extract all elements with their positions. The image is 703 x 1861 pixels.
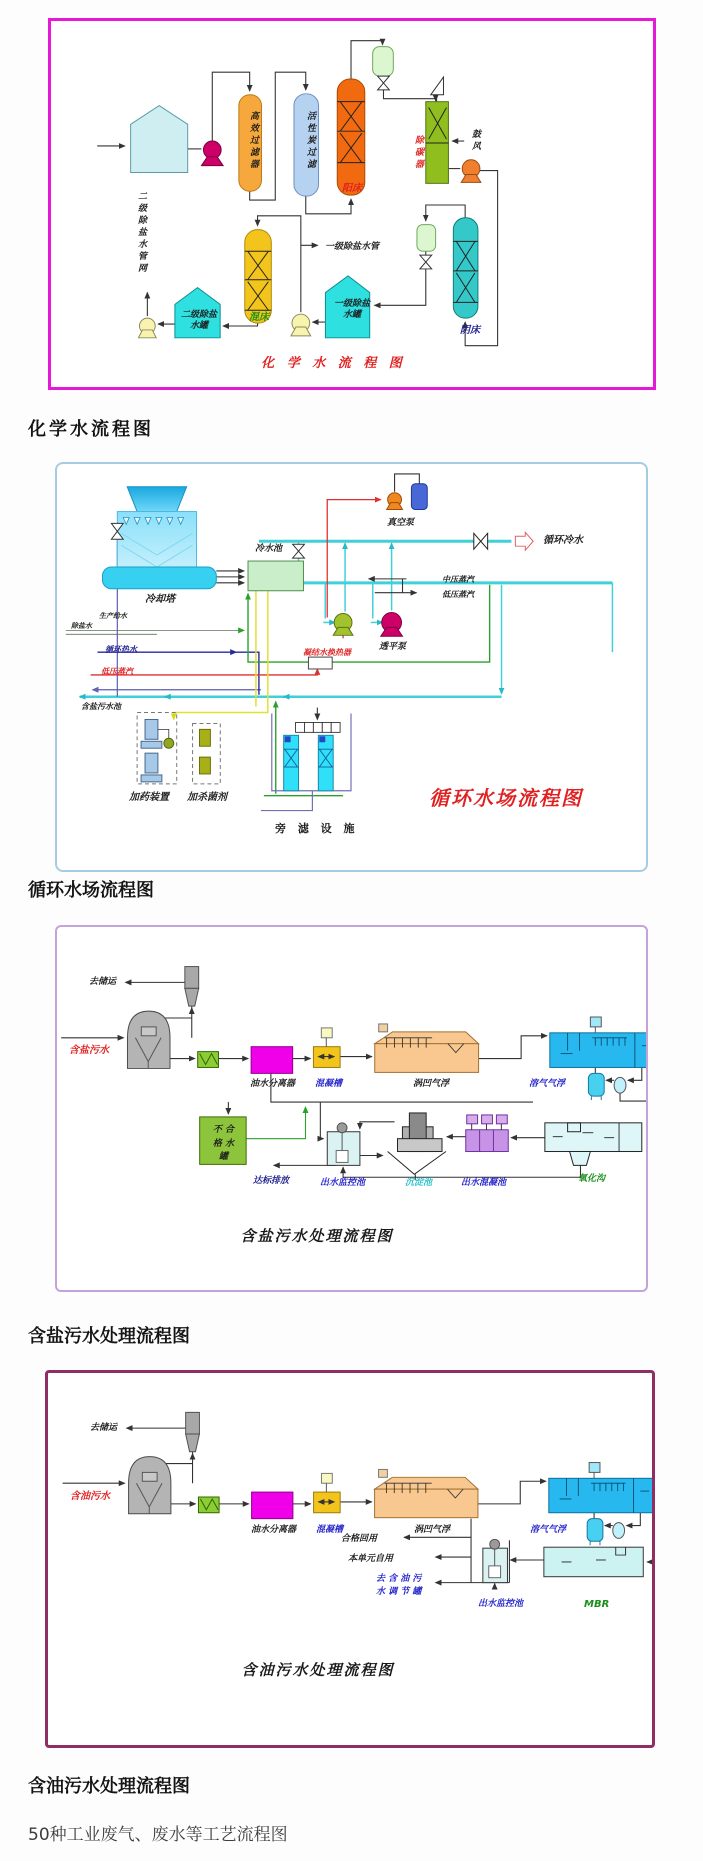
diagram-chemical-water — [48, 18, 656, 390]
oxidation-ditch — [545, 1123, 642, 1166]
caf-tank — [375, 1024, 479, 1072]
biocide-unit — [193, 723, 221, 783]
label-saline-feed: 含盐污水 — [69, 1045, 109, 1056]
label-reuse: 合格回用 — [341, 1534, 378, 1544]
main-valve — [474, 533, 488, 549]
degas-vessel2 — [417, 225, 436, 269]
label-carbon-filter: 活性炭过滤 — [305, 111, 315, 171]
storage-dome-tank — [129, 1457, 171, 1514]
olive-pump — [333, 614, 353, 636]
cyclone — [186, 1412, 200, 1451]
label-mixed-bed: 混床 — [249, 312, 269, 323]
label-decarbonizer: 除碳器 — [413, 135, 423, 171]
label-salt-pool: 含盐污水池 — [81, 702, 121, 711]
label-daf: 溶气气浮 — [529, 1079, 566, 1089]
coagulation-tank — [314, 1473, 341, 1512]
label-cold-pool: 冷水池 — [255, 544, 283, 554]
label-blower: 鼓风 — [470, 129, 480, 153]
label-effluent-coag: 出水混凝池 — [461, 1178, 507, 1188]
effluent-coag-pool — [466, 1115, 509, 1152]
mbr-tank — [544, 1547, 643, 1577]
vacuum-pump — [387, 484, 428, 510]
label-discharge: 达标排放 — [253, 1176, 290, 1186]
d2-title: 循环水场流程图 — [429, 786, 583, 810]
label-separator: 油水分离器 — [250, 1079, 296, 1089]
label-to-storage: 去储运 — [89, 977, 117, 987]
label-oxidation-ditch: 氧化沟 — [578, 1174, 606, 1184]
clarifier — [388, 1113, 446, 1180]
label-vacuum-pump: 真空泵 — [387, 518, 415, 528]
label-circ-cold: 循环冷水 — [543, 535, 583, 546]
label-sedimentation: 沉淀池 — [405, 1178, 433, 1188]
d2-equipment — [102, 484, 533, 791]
grid-box — [198, 1497, 219, 1513]
label-circ-hot: 循环热水 — [105, 645, 137, 654]
label-mp-steam: 中压蒸汽 — [442, 575, 474, 584]
d3-title: 含盐污水处理流程图 — [240, 1227, 394, 1245]
side-filter — [284, 722, 340, 790]
vent-flag — [431, 77, 444, 95]
label-lp-steam-left: 低压蒸汽 — [101, 667, 133, 676]
label-oily-feed: 含油污水 — [70, 1491, 110, 1502]
label-anion-bed: 阴床 — [460, 325, 480, 336]
diagram-saline-wastewater — [55, 925, 648, 1292]
label-primary-pipe: 一级除盐水管 — [325, 242, 380, 252]
pool-valve — [293, 544, 305, 558]
label-turbine-pump: 透平泵 — [379, 642, 407, 652]
label-daf: 溶气气浮 — [530, 1525, 567, 1535]
label-side-filter: 旁 滤 设 施 — [275, 822, 359, 835]
diagram-oily-wastewater — [45, 1370, 655, 1748]
label-monitor-pool: 出水监控池 — [320, 1178, 366, 1188]
anion-bed — [453, 218, 478, 318]
daf-sub-vessels — [587, 1519, 624, 1546]
label-separator: 油水分离器 — [251, 1525, 297, 1535]
daf-tank — [550, 1017, 646, 1067]
oil-water-separator — [251, 1047, 293, 1074]
d4-title: 含油污水处理流程图 — [241, 1661, 395, 1679]
grid-box — [198, 1052, 219, 1068]
label-biocide: 加杀菌剂 — [187, 792, 227, 803]
label-to-storage: 去储运 — [90, 1423, 118, 1433]
cold-water-pool — [248, 561, 303, 591]
condensate-hx — [308, 657, 332, 669]
label-dosing: 加药装置 — [129, 792, 169, 803]
diagram-circulating-water — [55, 462, 648, 872]
label-high-eff-filter: 高效过滤器 — [248, 111, 258, 171]
outflow-arrow — [515, 532, 533, 550]
feed-pump — [201, 141, 223, 166]
label-coag-tank: 混凝槽 — [316, 1525, 344, 1535]
decarbonizer — [426, 102, 449, 184]
raw-water-tank — [131, 106, 188, 173]
cyclone — [185, 967, 199, 1007]
label-to-adjust-tank: 去 含 油 污 水 调 节 罐 — [376, 1574, 422, 1597]
pump-center — [291, 314, 311, 336]
label-desalt-water: 除盐水 — [71, 622, 92, 630]
turbine-pump — [381, 613, 403, 637]
caption-saline-wastewater: 含盐污水处理流程图 — [28, 1326, 190, 1347]
label-secondary-net: 二级除盐水管网 — [136, 191, 146, 275]
monitor-pool — [483, 1539, 508, 1582]
label-monitor-pool: 出水监控池 — [478, 1599, 524, 1609]
d1-title: 化 学 水 流 程 图 — [261, 356, 406, 371]
label-cooling-tower: 冷却塔 — [145, 594, 175, 605]
label-coag-tank: 混凝槽 — [315, 1079, 343, 1089]
caption-circulating-water: 循环水场流程图 — [28, 880, 154, 901]
footer-text: 50种工业废气、废水等工艺流程图 — [28, 1825, 288, 1845]
storage-dome-tank — [127, 1011, 170, 1068]
label-condensate-hx: 凝结水换热器 — [303, 648, 351, 657]
daf-tank — [549, 1463, 652, 1513]
caption-oily-wastewater: 含油污水处理流程图 — [28, 1776, 190, 1797]
d1-equipment — [131, 47, 481, 338]
label-prod-water: 生产给水 — [99, 612, 127, 620]
monitor-pool — [327, 1123, 360, 1166]
label-self-use: 本单元自用 — [348, 1554, 394, 1564]
label-tank1: 一级除盐 水罐 — [333, 299, 370, 320]
cation-bed — [337, 79, 365, 195]
label-caf: 涡凹气浮 — [414, 1525, 451, 1535]
label-tank2: 二级除盐 水罐 — [180, 310, 217, 331]
degas-vessel — [373, 47, 394, 90]
label-lp-steam: 低压蒸汽 — [442, 590, 474, 599]
label-mbr: MBR — [584, 1599, 610, 1610]
pump-left — [139, 318, 157, 338]
caf-tank — [375, 1469, 478, 1517]
dosing-unit — [137, 713, 177, 784]
caption-chemical-water: 化学水流程图 — [28, 419, 154, 440]
mixed-bed — [245, 230, 272, 323]
label-offspec-tank: 不 合 格 水 罐 — [212, 1125, 235, 1162]
coagulation-tank — [313, 1028, 340, 1068]
label-cation-bed: 阳床 — [342, 183, 362, 194]
blower-pump — [461, 160, 481, 183]
oil-water-separator — [252, 1492, 293, 1519]
label-caf: 涡凹气浮 — [413, 1079, 450, 1089]
